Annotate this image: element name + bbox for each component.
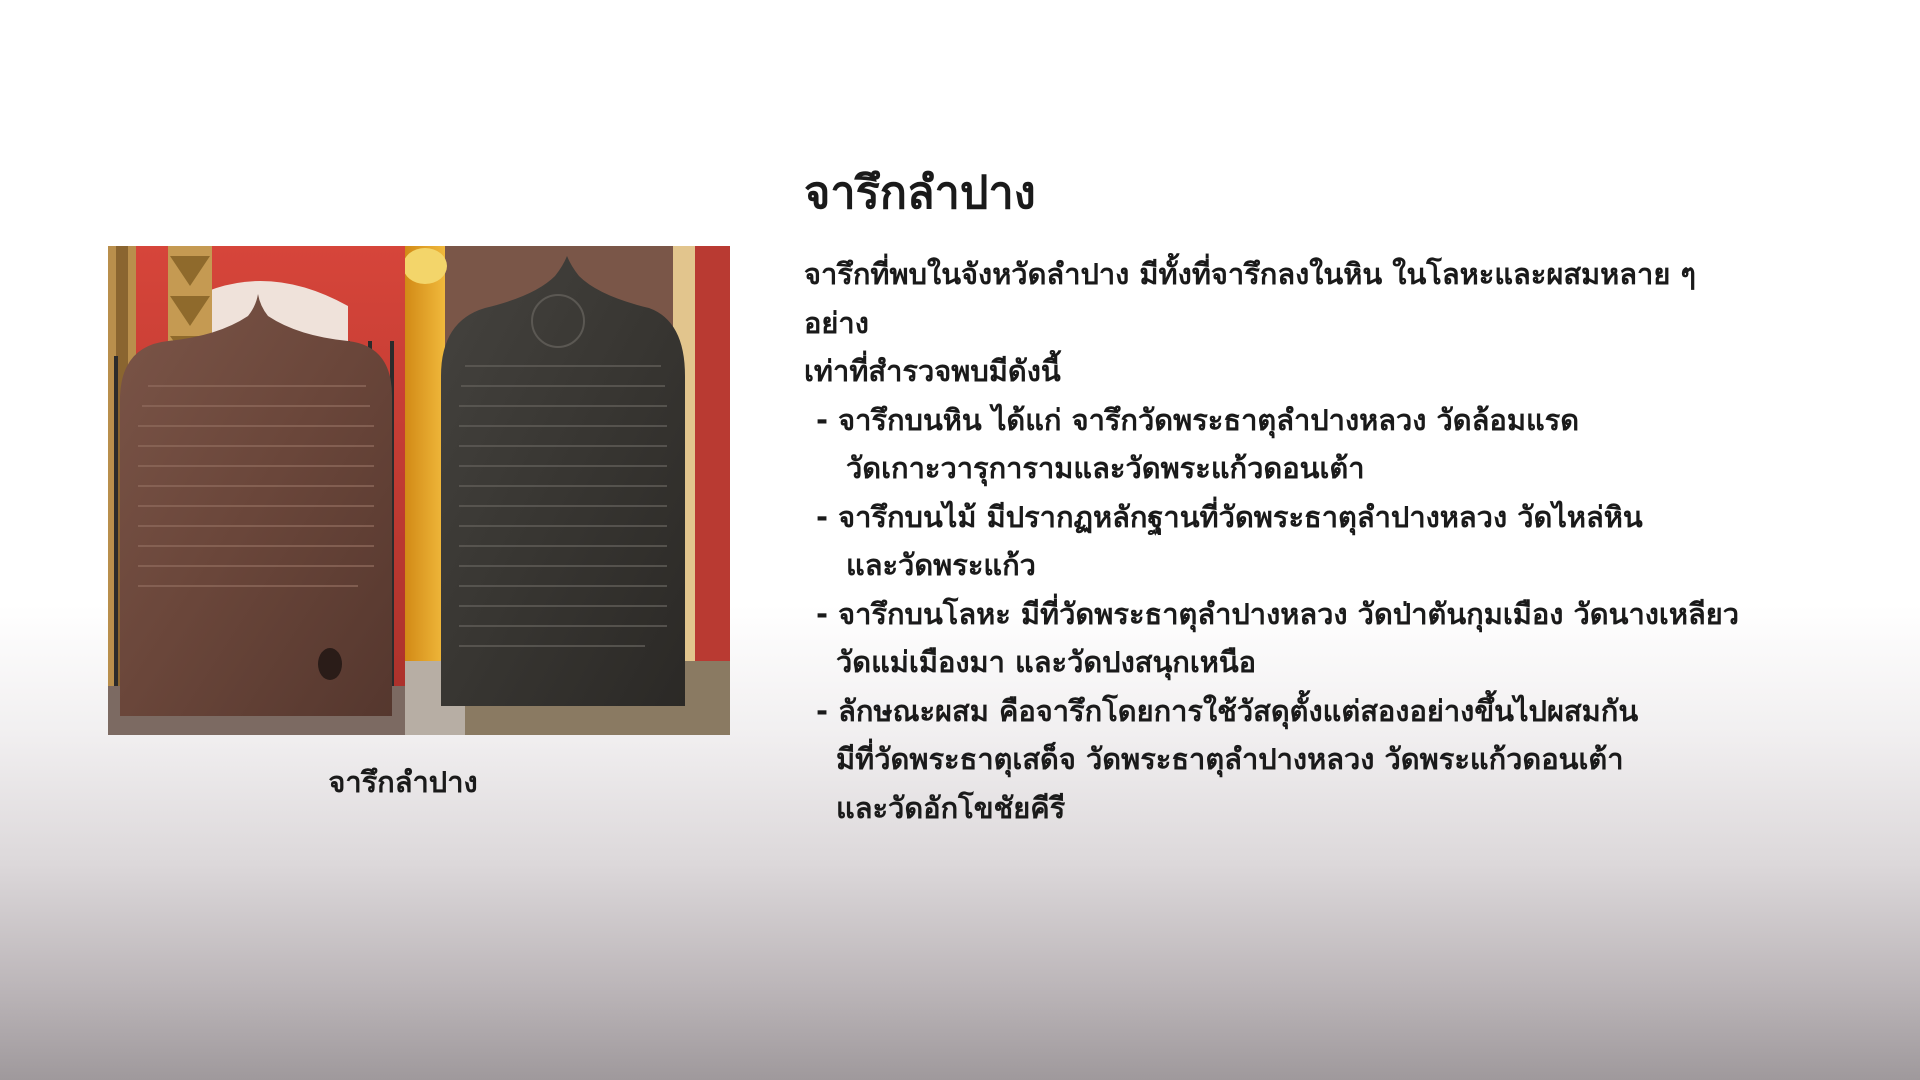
bullet-metal-continued: วัดแม่เมืองมา และวัดปงสนุกเหนือ: [836, 645, 1257, 679]
intro-line: จารึกที่พบในจังหวัดลำปาง มีทั้งที่จารึกลงในหิน ในโลหะและผสมหลาย ๆ: [804, 257, 1697, 291]
sandstone-inscription-photo: [108, 246, 405, 735]
bullet-metal: - จารึกบนโลหะ มีที่วัดพระธาตุลำปางหลวง วัดป่าตันกุมเมือง วัดนางเหลียว: [816, 596, 1739, 631]
bullet-wood-continued: และวัดพระแก้ว: [846, 548, 1036, 582]
dark-stone-inscription-photo: [405, 246, 730, 735]
intro-line: อย่าง: [804, 305, 869, 340]
slide-title: จารึกลำปาง: [804, 166, 1036, 219]
bullet-mixed-continued: และวัดอักโขชัยคีรี: [836, 790, 1066, 825]
bullet-mixed-continued: มีที่วัดพระธาตุเสด็จ วัดพระธาตุลำปางหลวง วัดพระแก้วดอนเต้า: [836, 742, 1624, 776]
bullet-stone-continued: วัดเกาะวารุการามและวัดพระแก้วดอนเต้า: [846, 451, 1365, 485]
sandstone-inscription-illustration: [108, 246, 405, 735]
inscription-photo-pair: [108, 246, 730, 735]
photo-caption: จารึกลำปาง: [328, 765, 478, 799]
bullet-stone: - จารึกบนหิน ได้แก่ จารึกวัดพระธาตุลำปางหลวง วัดล้อมแรด: [816, 402, 1580, 437]
dark-stone-inscription-illustration: [405, 246, 730, 735]
intro-line: เท่าที่สำรวจพบมีดังนี้: [804, 354, 1061, 388]
bullet-wood: - จารึกบนไม้ มีปรากฏหลักฐานที่วัดพระธาตุลำปางหลวง วัดไหล่หิน: [816, 499, 1643, 534]
slide-body: [804, 250, 1864, 832]
bullet-mixed: - ลักษณะผสม คือจารึกโดยการใช้วัสดุตั้งแต่สองอย่างขึ้นไปผสมกัน: [816, 693, 1639, 728]
